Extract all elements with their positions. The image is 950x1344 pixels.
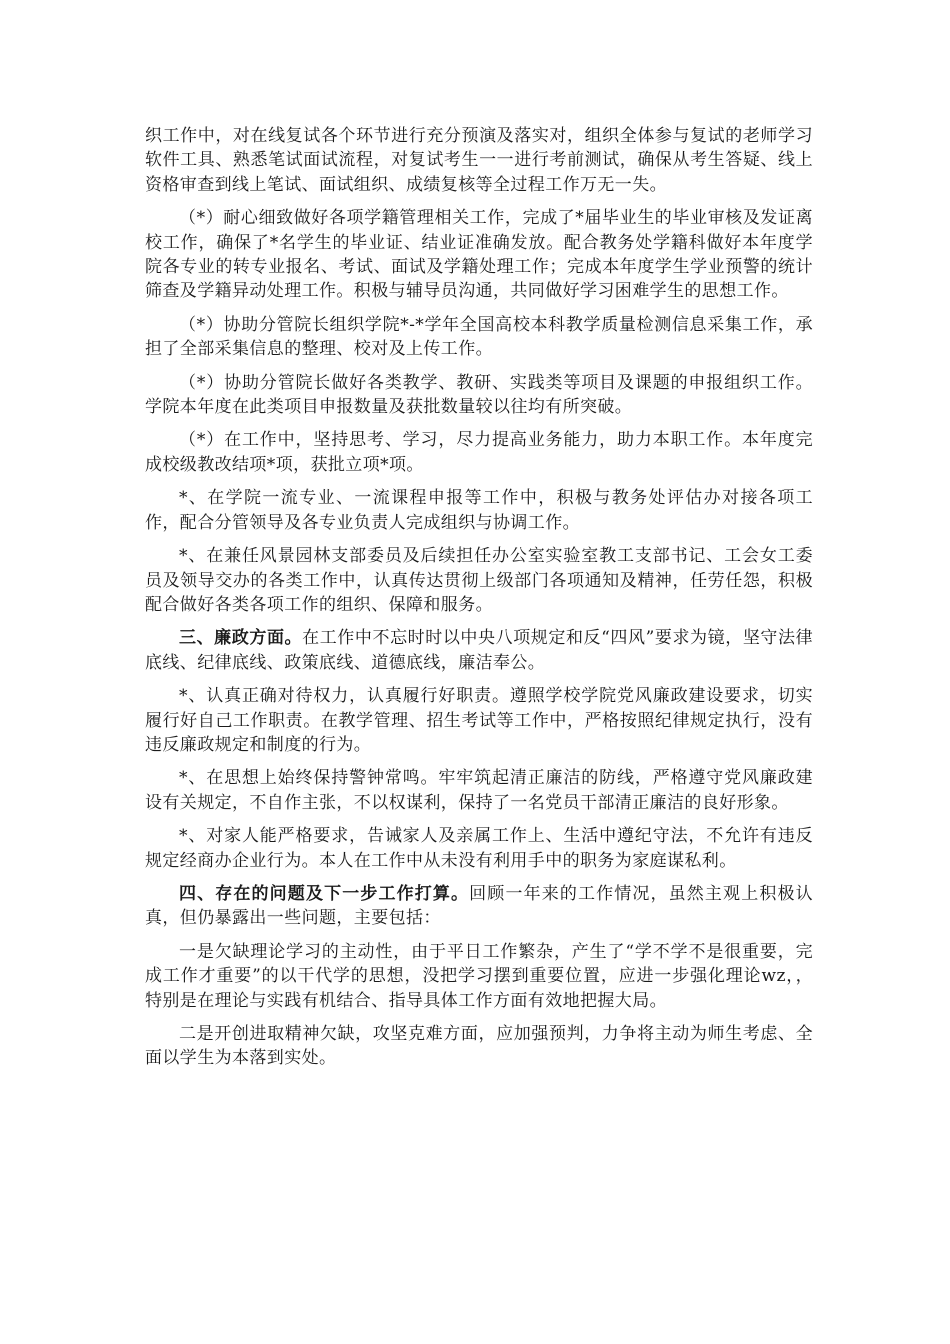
paragraph-9	[145, 766, 813, 815]
section-three-paragraph	[145, 626, 813, 675]
paragraph-6	[145, 544, 813, 617]
paragraph-13	[145, 1022, 813, 1071]
paragraph-12	[145, 940, 813, 1013]
paragraph-text: *、在兼任风景园林支部委员及后续担任办公室实验室教工支部书记、工会女工委员及领导交办的各类工作中，认真传达贯彻上级部门各项通知及精神，任劳任怨，积极配合做好各类各项工作的组织、保障和服务。	[145, 546, 813, 615]
paragraph-text: （*）耐心细致做好各项学籍管理相关工作，完成了*届毕业生的毕业审核及发证离校工作，确保了*名学生的毕业证、结业证准确发放。配合教务处学籍科做好本年度学院各专业的转专业报名、考试、面试及学籍处理工作；完成本年度学生学业预警的统计筛查及学籍异动处理工作。积极与辅导员沟通，共同做好学习困难学生的思想工作。	[145, 208, 813, 302]
paragraph-text: 织工作中，对在线复试各个环节进行充分预演及落实对，组织全体参与复试的老师学习软件工具、熟悉笔试面试流程，对复试考生一一进行考前测试，确保从考生答疑、线上资格审查到线上笔试、面试组织、成绩复核等全过程工作万无一失。	[145, 126, 813, 195]
paragraph-text: 二是开创进取精神欠缺，攻坚克难方面，应加强预判，力争将主动为师生考虑、全面以学生为本落到实处。	[145, 1024, 813, 1069]
paragraph-text: 回顾一年来的工作情况，虽然主观上积极认真，但仍暴露出一些问题，主要包括：	[145, 883, 813, 929]
paragraph-2	[145, 313, 813, 362]
paragraph-text: *、对家人能严格要求，告诫家人及亲属工作上、生活中遵纪守法，不允许有违反规定经商办企业行为。本人在工作中从未没有利用手中的职务为家庭谋私利。	[145, 826, 813, 871]
paragraph-text: *、在思想上始终保持警钟常鸣。牢牢筑起清正廉洁的防线，严格遵守党风廉政建设有关规定，不自作主张，不以权谋利，保持了一名党员干部清正廉洁的良好形象。	[145, 768, 813, 813]
paragraph-text: 一是欠缺理论学习的主动性，由于平日工作繁杂，产生了“学不学不是很重要，完成工作才重要”的以干代学的思想，没把学习摆到重要位置，应进一步强化理论wz，，特别是在理论与实践有机结合、指导具体工作方面有效地把握大局。	[145, 941, 813, 1011]
paragraph-text: （*）协助分管院长组织学院*-*学年全国高校本科教学质量检测信息采集工作，承担了全部采集信息的整理、校对及上传工作。	[145, 314, 813, 360]
section-four-paragraph	[145, 882, 813, 931]
paragraph-text: （*）在工作中，坚持思考、学习，尽力提高业务能力，助力本职工作。本年度完成校级教改结项*项，获批立项*项。	[145, 430, 813, 475]
paragraph-text: *、在学院一流专业、一流课程申报等工作中，积极与教务处评估办对接各项工作，配合分管领导及各专业负责人完成组织与协调工作。	[145, 488, 813, 533]
paragraph-0	[145, 124, 813, 197]
paragraph-3	[145, 371, 813, 420]
paragraph-text: 在工作中不忘时时以中央八项规定和反“四风”要求为镜，坚守法律底线、纪律底线、政策底线、道德底线，廉洁奉公。	[145, 628, 813, 673]
paragraph-text: *、认真正确对待权力，认真履行好职责。遵照学校学院党风廉政建设要求，切实履行好自己工作职责。在教学管理、招生考试等工作中，严格按照纪律规定执行，没有违反廉政规定和制度的行为。	[145, 686, 813, 755]
paragraph-1	[145, 206, 813, 304]
paragraph-8	[145, 684, 813, 757]
document-page	[145, 124, 813, 1080]
paragraph-text: （*）协助分管院长做好各类教学、教研、实践类等项目及课题的申报组织工作。学院本年度在此类项目申报数量及获批数量较以往均有所突破。	[145, 372, 813, 418]
paragraph-4	[145, 428, 813, 477]
section-heading: 三、廉政方面。	[179, 628, 303, 649]
paragraph-10	[145, 824, 813, 873]
section-heading: 四、存在的问题及下一步工作打算。	[179, 883, 470, 904]
paragraph-5	[145, 486, 813, 535]
